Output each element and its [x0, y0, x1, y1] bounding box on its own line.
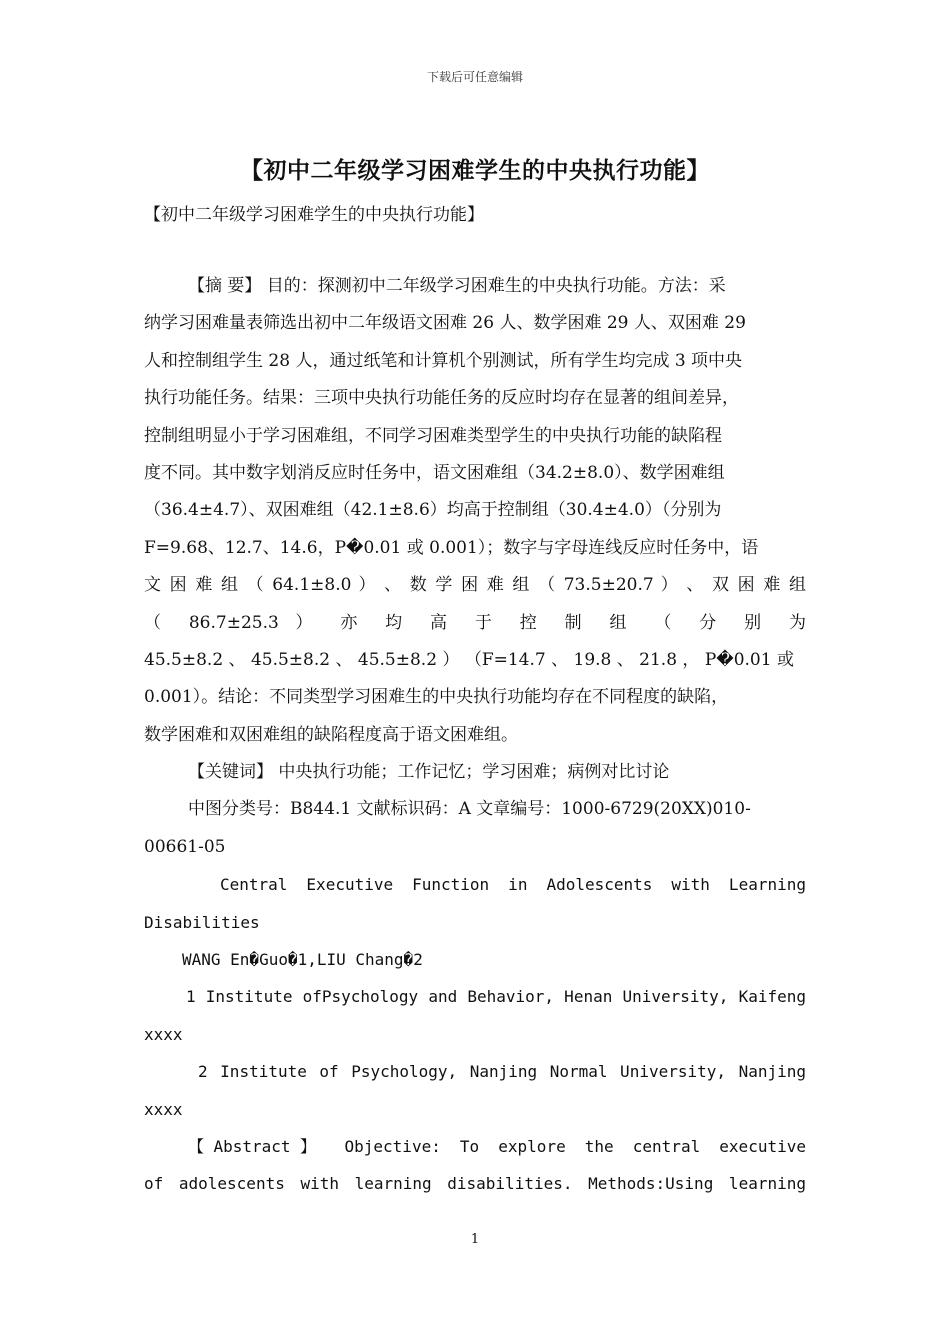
abstract-line-6: 度不同。其中数字划消反应时任务中，语文困难组（34.2±8.0）、数学困难组 — [144, 462, 725, 483]
english-title-line-2: Disabilities — [144, 912, 260, 932]
abstract-line-10: （ 86.7±25.3 ） 亦 均 高 于 控 制 组 （ 分 别 为 — [144, 612, 806, 633]
classification-line-cont: 00661-05 — [144, 836, 226, 857]
keywords-line: 【关键词】 中央执行功能；工作记忆；学习困难；病例对比讨论 — [188, 762, 670, 783]
affiliation-1-line: 1 Institute ofPsychology and Behavior, Henan University, Kaifeng — [186, 987, 806, 1007]
affiliation-1-cont: xxxx — [144, 1024, 183, 1044]
abstract-line-2: 纳学习困难量表筛选出初中二年级语文困难 26 人、数学困难 29 人、双困难 29 — [144, 313, 746, 334]
document-subtitle: 【初中二年级学习困难学生的中央执行功能】 — [144, 205, 484, 225]
abstract-line-11: 45.5±8.2 、 45.5±8.2 、 45.5±8.2 ） （F=14.7 、 19.8 、 21.8 ， P�0.01 或 — [144, 649, 794, 670]
abstract-line-7: （36.4±4.7）、双困难组（42.1±8.6）均高于控制组（30.4±4.0）（分别为 — [144, 500, 722, 521]
abstract-line-8: F=9.68、12.7、14.6，P�0.01 或 0.001）；数字与字母连线反应时任务中，语 — [144, 537, 759, 558]
page-number: 1 — [470, 1232, 480, 1247]
header-note: 下载后可任意编辑 — [426, 70, 523, 84]
affiliation-2-cont: xxxx — [144, 1099, 183, 1119]
abstract-line-5: 控制组明显小于学习困难组，不同学习困难类型学生的中央执行功能的缺陷程 — [144, 425, 722, 446]
affiliation-2-line: 2 Institute of Psychology, Nanjing Normal University, Nanjing — [198, 1062, 806, 1082]
document-body — [144, 268, 806, 1203]
abstract-line-12: 0.001）。结论：不同类型学习困难生的中央执行功能均存在不同程度的缺陷， — [144, 687, 729, 708]
classification-line: 中图分类号：B844.1 文献标识码：A 文章编号：1000-6729(20XX)010- — [188, 799, 751, 820]
abstract-line-9: 文 困 难 组 （ 64.1±8.0 ） 、 数 学 困 难 组 （ 73.5±20.7 ） 、 双 困 难 组 — [144, 575, 806, 596]
abstract-line-1: 【摘 要】 目的：探测初中二年级学习困难生的中央执行功能。方法：采 — [188, 276, 726, 296]
english-abstract-line-1: 【Abstract】 Objective: To explore the central executive — [188, 1136, 806, 1156]
abstract-line-4: 执行功能任务。结果：三项中央执行功能任务的反应时均存在显著的组间差异， — [144, 388, 739, 409]
english-title-line-1: Central Executive Function in Adolescents with Learning — [220, 875, 806, 895]
english-abstract-line-2: of adolescents with learning disabilities. Methods:Using learning — [144, 1174, 806, 1194]
authors-line: WANG En�Guo�1,LIU Chang�2 — [182, 950, 423, 970]
abstract-line-3: 人和控制组学生 28 人，通过纸笔和计算机个别测试，所有学生均完成 3 项中央 — [144, 350, 743, 371]
abstract-line-13: 数学困难和双困难组的缺陷程度高于语文困难组。 — [144, 724, 518, 745]
document-title: 【初中二年级学习困难学生的中央执行功能】 — [240, 157, 710, 184]
